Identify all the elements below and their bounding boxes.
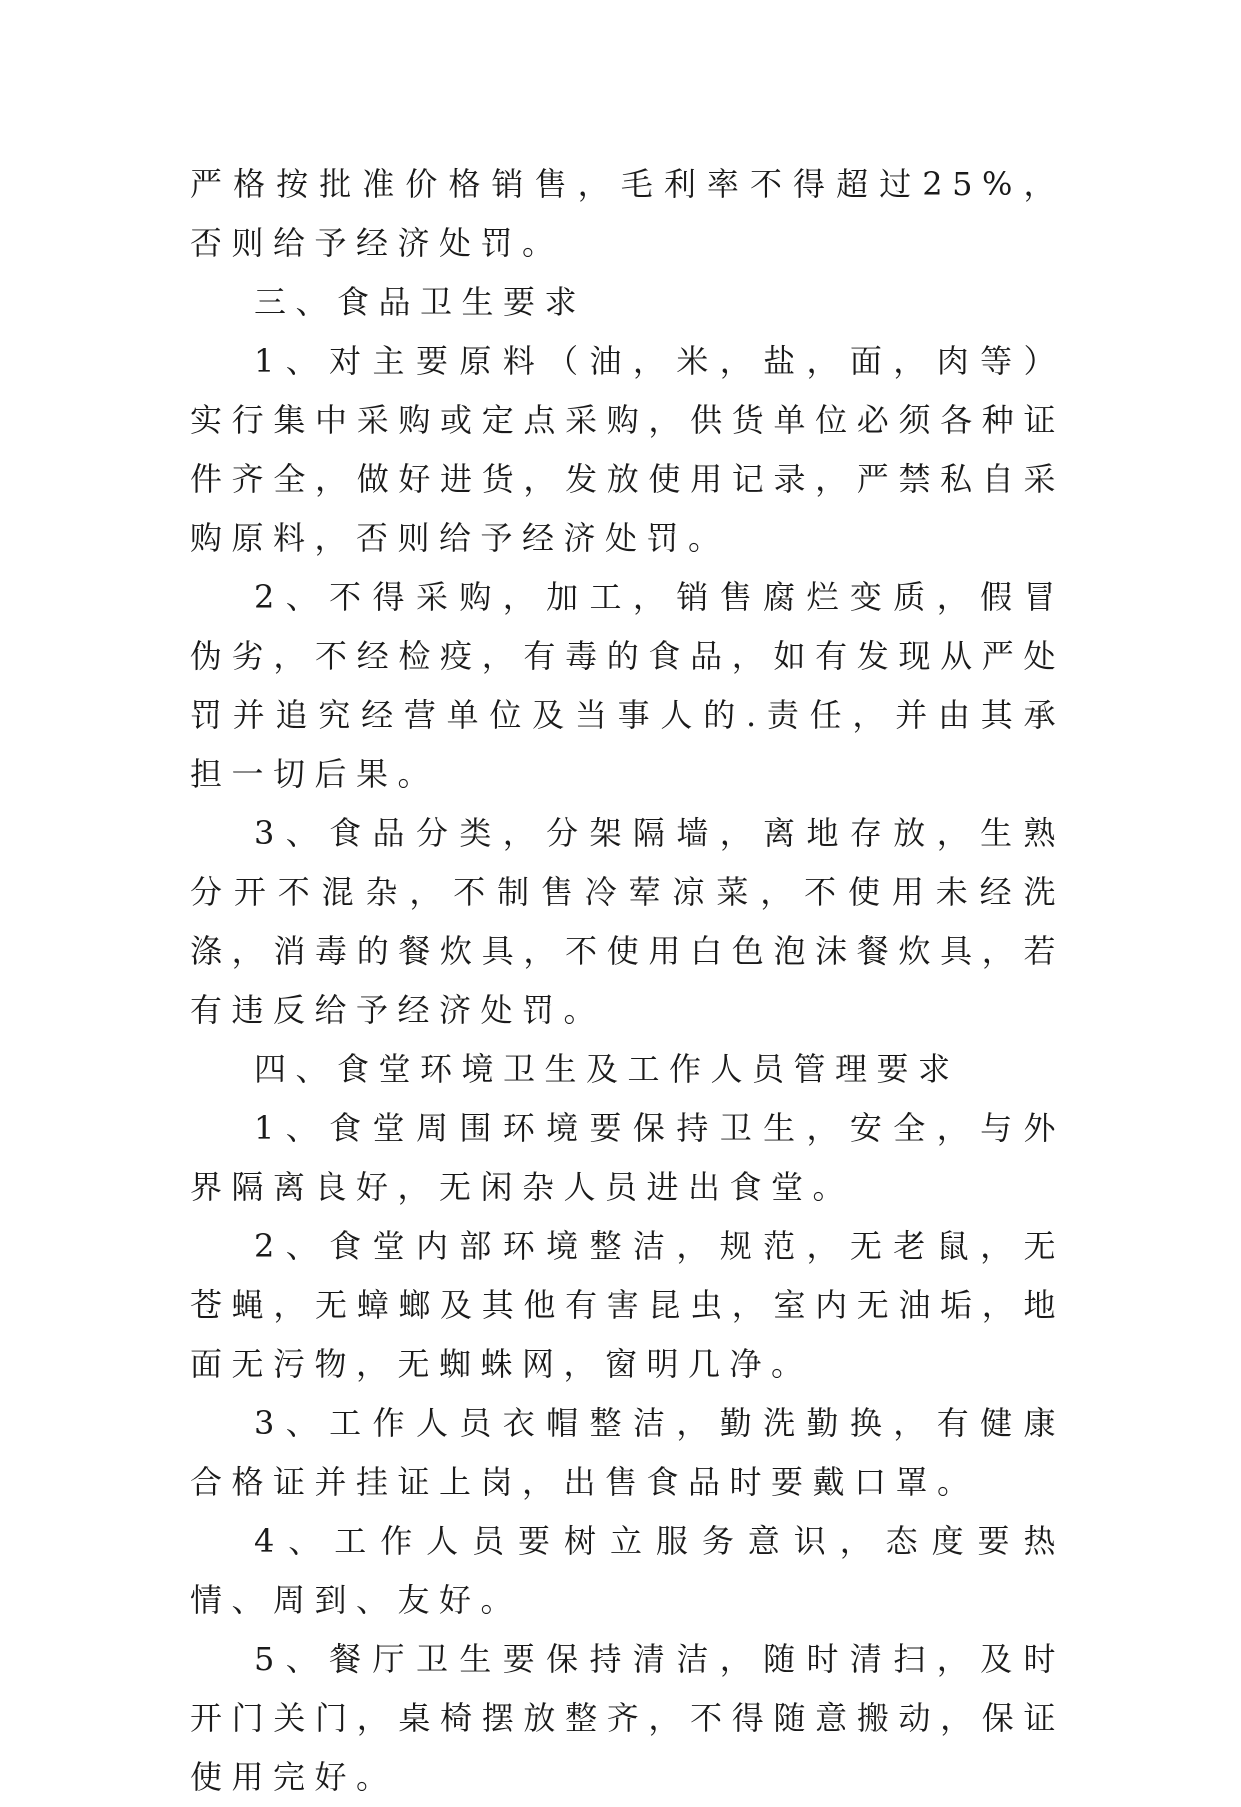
paragraph-item: 1、食堂周围环境要保持卫生，安全，与外界隔离良好，无闲杂人员进出食堂。 <box>190 1109 1065 1206</box>
paragraph-item: 4、工作人员要树立服务意识，态度要热情、周到、友好。 <box>190 1522 1065 1619</box>
paragraph-item: 5、餐厅卫生要保持清洁，随时清扫，及时开门关门，桌椅摆放整齐，不得随意搬动，保证使用完好。 <box>190 1640 1065 1796</box>
paragraph-item: 2、不得采购，加工，销售腐烂变质，假冒伪劣，不经检疫，有毒的食品，如有发现从严处罚并追究经营单位及当事人的.责任，并由其承担一切后果。 <box>190 578 1065 793</box>
paragraph-continuation: 严格按批准价格销售，毛利率不得超过25%，否则给予经济处罚。 <box>190 165 1065 262</box>
document-body <box>190 155 1065 1807</box>
paragraph-item: 1、对主要原料（油，米，盐，面，肉等）实行集中采购或定点采购，供货单位必须各种证件齐全，做好进货，发放使用记录，严禁私自采购原料，否则给予经济处罚。 <box>190 342 1065 557</box>
section-heading-canteen-environment: 四、食堂环境卫生及工作人员管理要求 <box>254 1050 960 1088</box>
paragraph-item: 3、食品分类，分架隔墙，离地存放，生熟分开不混杂，不制售冷荤凉菜，不使用未经洗涤，消毒的餐炊具，不使用白色泡沫餐炊具，若有违反给予经济处罚。 <box>190 814 1065 1029</box>
section-heading-food-hygiene: 三、食品卫生要求 <box>254 283 587 321</box>
paragraph-item: 2、食堂内部环境整洁，规范，无老鼠，无苍蝇，无蟑螂及其他有害昆虫，室内无油垢，地面无污物，无蜘蛛网，窗明几净。 <box>190 1227 1065 1383</box>
paragraph-item: 3、工作人员衣帽整洁，勤洗勤换，有健康合格证并挂证上岗，出售食品时要戴口罩。 <box>190 1404 1065 1501</box>
